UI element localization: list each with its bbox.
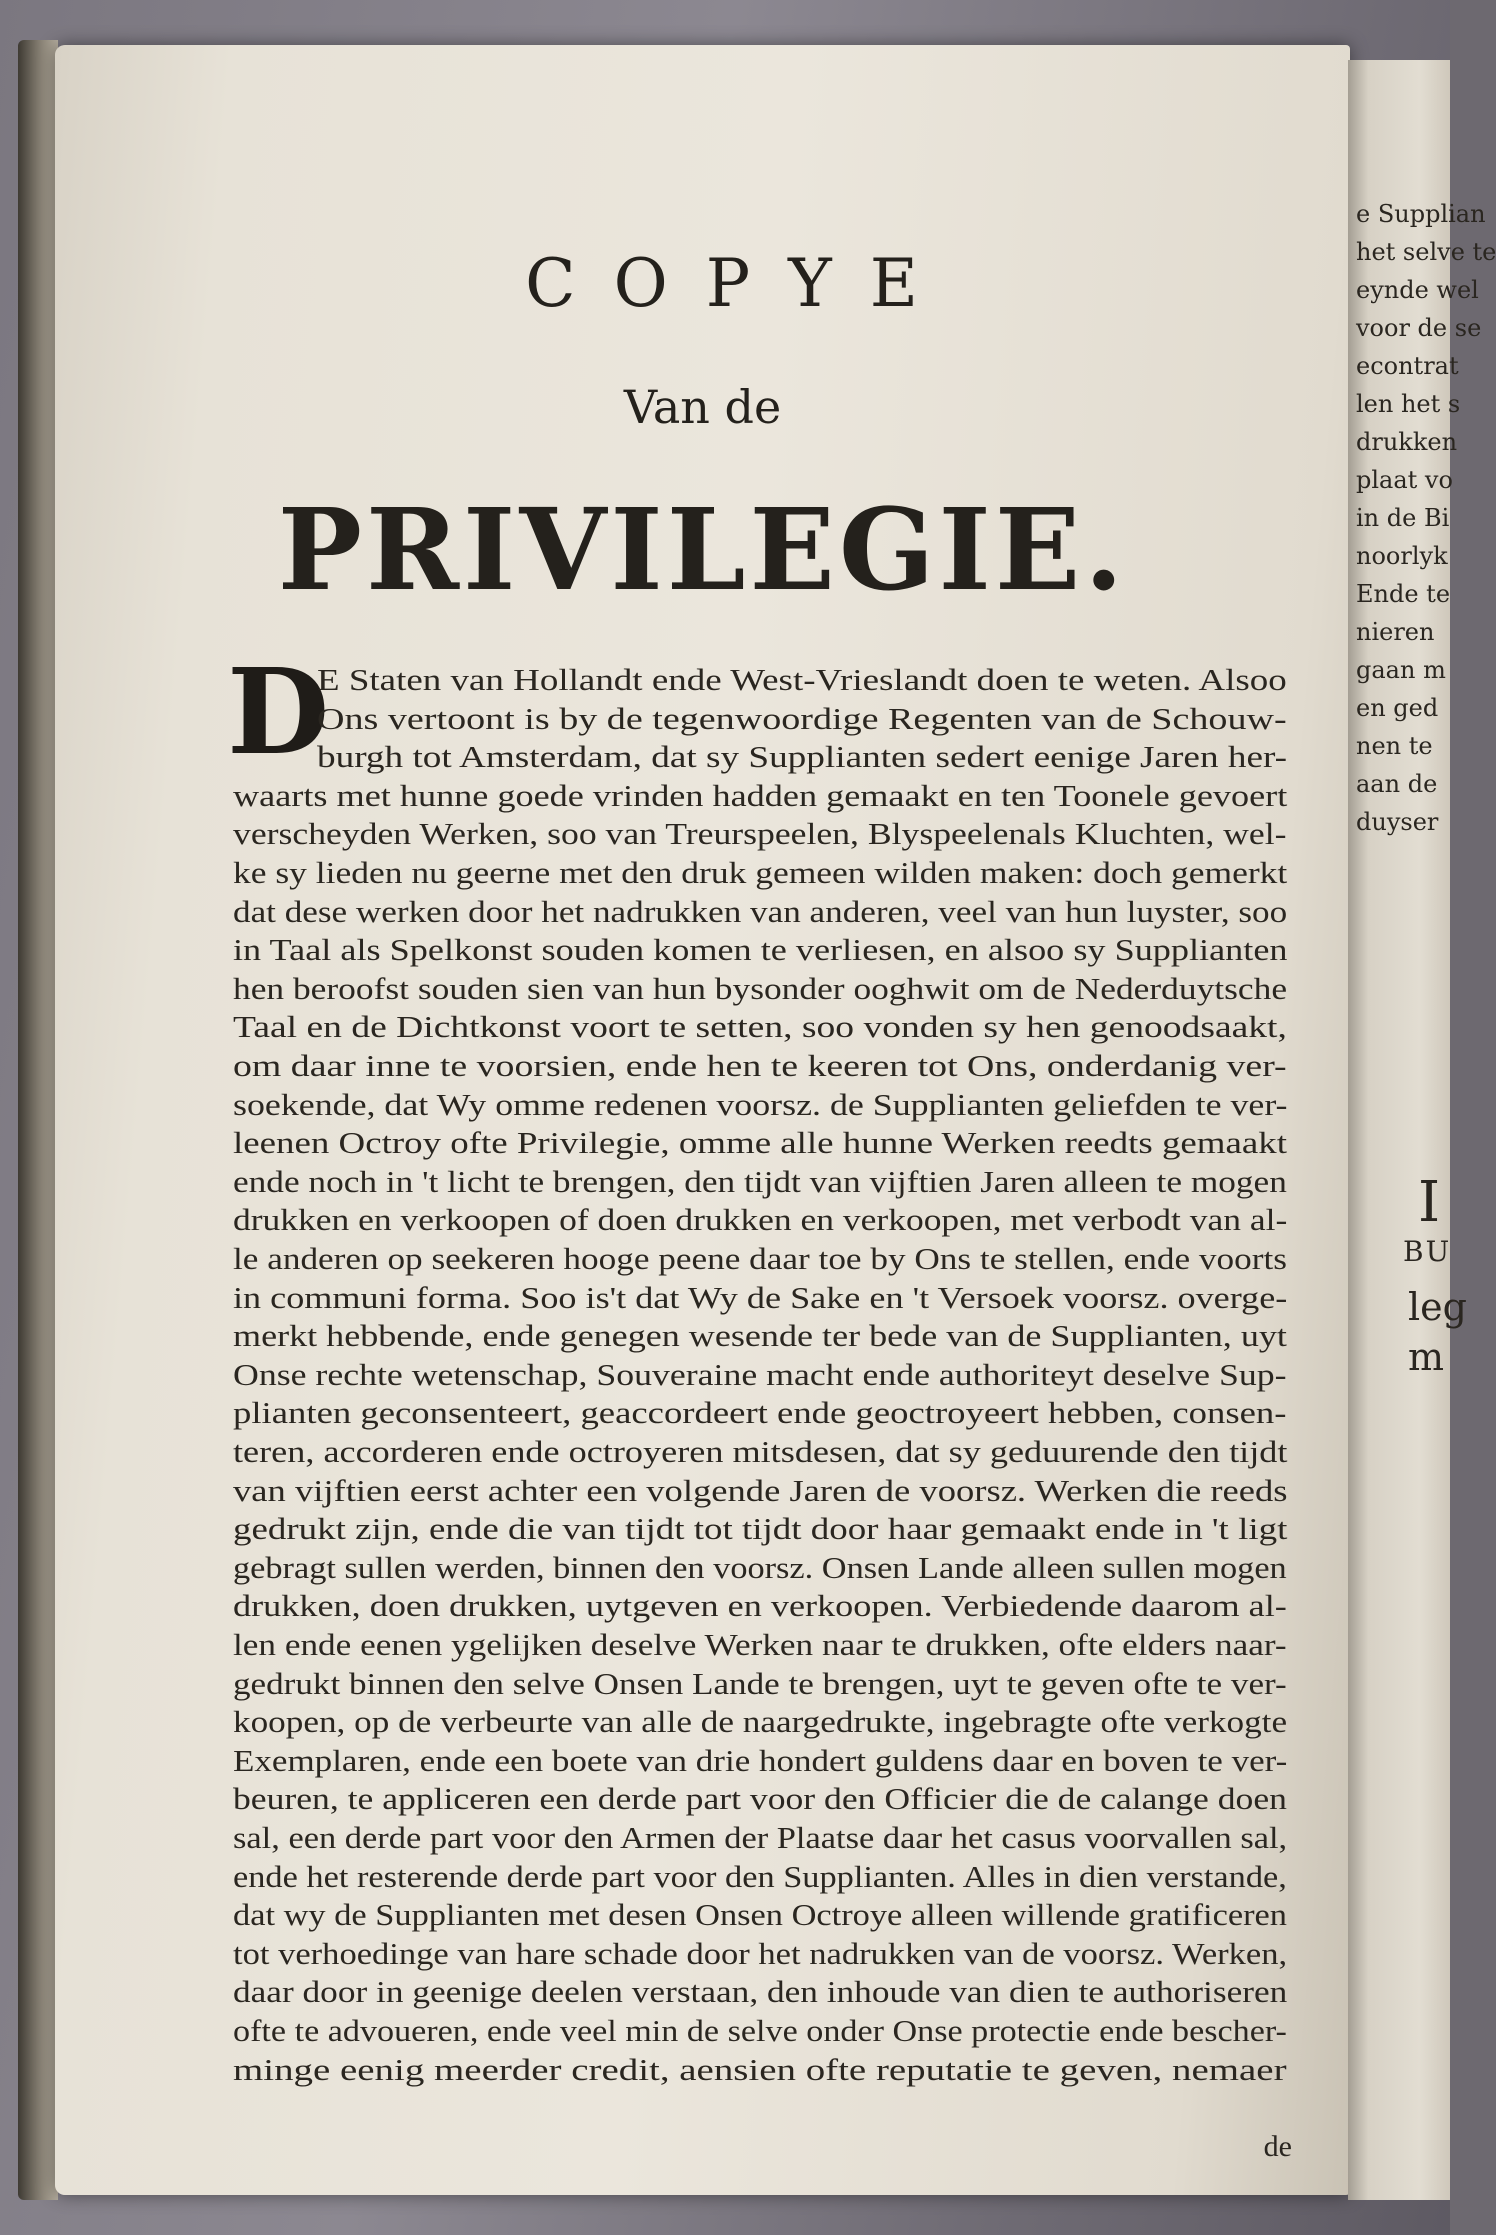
body-line: in communi forma. Soo is't dat Wy de Sake en 't Versoek voorsz. overge- [233, 1280, 1288, 1315]
body-line: Onse rechte wetenschap, Souveraine macht ende authoriteyt deselve Sup- [233, 1357, 1287, 1392]
body-line: E Staten van Hollandt ende West-Vrieslandt doen te weten. Alsoo [317, 663, 1287, 697]
body-line: soekende, dat Wy omme redenen voorsz. de Supplianten geliefden te ver- [233, 1087, 1288, 1122]
body-line: hen beroofst souden sien van hun bysonder ooghwit om de Nederduytsche [233, 971, 1288, 1006]
next-page-fragment: aan de [1356, 770, 1438, 798]
heading-van-de: Van de [623, 380, 782, 434]
body-line: teren, accorderen ende octroyeren mitsdesen, dat sy geduurende den tijdt [233, 1435, 1288, 1469]
body-line: minge eenig meerder credit, aensien ofte reputatie te geven, nemaer [233, 2052, 1287, 2087]
body-line: len ende eenen ygelijken deselve Werken naar te drukken, ofte elders naar- [233, 1628, 1287, 1662]
next-page-fragment: BU [1403, 1235, 1452, 1268]
body-line: gebragt sullen werden, binnen den voorsz. Onsen Lande alleen sullen mogen [233, 1550, 1287, 1585]
body-line: dat dese werken door het nadrukken van anderen, veel van hun luyster, soo [233, 894, 1288, 929]
body-line: le anderen op seekeren hooge peene daar toe by Ons te stellen, ende voorts [233, 1242, 1287, 1276]
body-line: Taal en de Dichtkonst voort te setten, soo vonden sy hen genoodsaakt, [233, 1010, 1287, 1045]
body-line: ofte te advoueren, ende veel min de selve onder Onse protectie ende bescher- [233, 2014, 1287, 2048]
body-line: ke sy lieden nu geerne met den druk gemeen wilden maken: doch gemerkt [233, 856, 1288, 890]
body-line: merkt hebbende, ende genegen wesende ter bede van de Supplianten, uyt [233, 1319, 1287, 1354]
next-page-fragment: noorlyk [1356, 542, 1448, 570]
body-line: gedrukt zijn, ende die van tijdt tot tijdt door haar gemaakt ende in 't ligt [233, 1512, 1288, 1547]
next-page-fragment: het selve te [1356, 238, 1496, 266]
body-line: beuren, te appliceren een derde part voor den Officier die de calange doen [233, 1782, 1287, 1817]
book-page [55, 45, 1350, 2195]
next-page-fragment: nieren [1356, 618, 1435, 646]
catchword: de [1263, 2130, 1292, 2163]
body-line: sal, een derde part voor den Armen der Plaatse daar het casus voorvallen sal, [233, 1821, 1288, 1855]
body-line: ende noch in 't licht te brengen, den tijdt van vijftien Jaren alleen te mogen [233, 1164, 1287, 1199]
body-line: leenen Octroy ofte Privilegie, omme alle hunne Werken reedts gemaakt [233, 1126, 1287, 1161]
book-edge [18, 40, 58, 2200]
next-page-fragment: en ged [1356, 694, 1439, 722]
heading-privilegie: PRIVILEGIE. [277, 485, 1128, 616]
body-line: tot verhoedinge van hare schade door het nadrukken van de voorsz. Werken, [233, 1936, 1288, 1971]
next-page-fragment: leg [1408, 1285, 1467, 1329]
next-page-fragment: in de Bi [1356, 504, 1450, 532]
body-line: koopen, op de verbeurte van alle de naargedrukte, ingebragte ofte verkogte [233, 1705, 1288, 1740]
next-page-fragment: duyser [1356, 808, 1439, 836]
body-line: gedrukt binnen den selve Onsen Lande te brengen, uyt te geven ofte te ver- [233, 1666, 1287, 1701]
next-page-fragment: nen te [1356, 732, 1433, 760]
body-line: Ons vertoont is by de tegenwoordige Regenten van de Schouw- [317, 701, 1287, 736]
body-line: drukken, doen drukken, uytgeven en verkoopen. Verbiedende daarom al- [233, 1589, 1287, 1624]
next-page-fragment: eynde wel [1356, 276, 1479, 304]
body-line: drukken en verkoopen of doen drukken en verkoopen, met verbodt van al- [233, 1203, 1288, 1238]
next-page-fragment: plaat vo [1356, 466, 1453, 494]
body-line: waarts met hunne goede vrinden hadden gemaakt en ten Toonele gevoert [233, 778, 1288, 813]
body-line: om daar inne te voorsien, ende hen te keeren tot Ons, onderdanig ver- [233, 1049, 1287, 1083]
next-page-fragment: gaan m [1356, 656, 1446, 684]
heading-copye: COPYE [525, 245, 956, 322]
next-page-fragment: drukken [1356, 428, 1458, 456]
next-page-fragment: econtrat [1356, 352, 1459, 380]
body-line: daar door in geenige deelen verstaan, den inhoude van dien te authoriseren [233, 1975, 1288, 2010]
body-line: in Taal als Spelkonst souden komen te verliesen, en alsoo sy Supplianten [233, 933, 1288, 968]
next-page-fragment: len het s [1356, 390, 1461, 418]
body-line: ende het resterende derde part voor den Supplianten. Alles in dien verstande, [233, 1859, 1287, 1894]
drop-capital: D [227, 642, 330, 781]
body-line: verscheyden Werken, soo van Treurspeelen, Blyspeelenals Kluchten, wel- [233, 817, 1287, 852]
next-page-fragment: m [1408, 1335, 1445, 1379]
body-line: burgh tot Amsterdam, dat sy Supplianten sedert eenige Jaren her- [317, 740, 1288, 775]
body-line: plianten geconsenteert, geaccordeert ende geoctroyeert hebben, consen- [233, 1396, 1287, 1431]
body-line: van vijftien eerst achter een volgende Jaren de voorsz. Werken die reeds [233, 1473, 1288, 1508]
next-page-edge [1348, 60, 1496, 2200]
body-line: dat wy de Supplianten met desen Onsen Octroye alleen willende gratificeren [233, 1898, 1288, 1933]
next-page-fragment: I [1418, 1170, 1441, 1235]
body-line: Exemplaren, ende een boete van drie hondert guldens daar en boven te ver- [233, 1743, 1288, 1778]
next-page-fragment: e Supplian [1356, 200, 1486, 228]
next-page-fragment: Ende te [1356, 580, 1451, 608]
next-page-fragment: voor de se [1356, 314, 1482, 342]
